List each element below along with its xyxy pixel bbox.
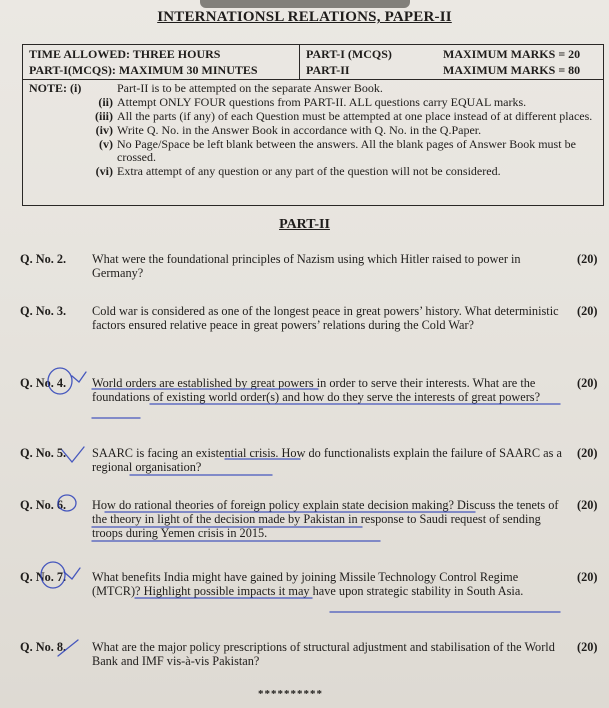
note-text: Attempt ONLY FOUR questions from PART-II. ALL questions carry EQUAL marks. — [117, 95, 527, 109]
note-item — [29, 96, 597, 109]
header-row-1 — [23, 47, 603, 63]
question-text: How do rational theories of foreign policy explain state decision making? Discuss the tenets of the theory in light of the decision made by Pakistan in response to Saudi request of sending troops during Yemen crisis in 2015. — [92, 498, 559, 540]
part2-max-marks: MAXIMUM MARKS = 80 — [443, 63, 581, 77]
note-item — [29, 165, 597, 178]
instructions — [29, 82, 597, 179]
question-number: Q. No. 2. — [20, 252, 67, 266]
tick-mark-q4 — [72, 372, 86, 382]
note-label: (iv) — [95, 123, 113, 137]
tick-mark-q7 — [64, 568, 80, 579]
question-text: What are the major policy prescriptions of structural adjustment and stabilisation of the World Bank and IMF vis-à-vis Pakistan? — [92, 640, 555, 668]
question-number: Q. No. 8. — [20, 640, 67, 654]
time-allowed: TIME ALLOWED: THREE HOURS — [29, 47, 221, 61]
part1-label: PART-I (MCQS) — [306, 47, 392, 61]
note-text: Part-II is to be attempted on the separate Answer Book. — [117, 81, 383, 95]
note-text: Extra attempt of any question or any part of the question will not be considered. — [117, 164, 501, 178]
top-banner-edge — [200, 0, 410, 8]
question-marks: (20) — [577, 570, 598, 584]
part1-max-marks: MAXIMUM MARKS = 20 — [443, 47, 581, 61]
note-item — [29, 138, 597, 164]
paper-title: INTERNATIONSL RELATIONS, PAPER-II — [157, 9, 452, 25]
part2-label: PART-II — [306, 63, 350, 77]
note-label: (v) — [99, 137, 113, 151]
note-label: (iii) — [95, 109, 113, 123]
mcq-time: PART-I(MCQS): MAXIMUM 30 MINUTES — [29, 63, 258, 77]
note-item — [29, 82, 597, 95]
question-text: World orders are established by great powers in order to serve their interests. What are the foundations of existing world order(s) and how do they serve the interests of great powers? — [92, 376, 541, 404]
question-text: SAARC is facing an existential crisis. How do functionalists explain the failure of SAARC as a regional organisation? — [92, 446, 562, 474]
exam-info-box — [22, 44, 604, 206]
note-label: (ii) — [98, 95, 113, 109]
note-item — [29, 124, 597, 137]
question-number: Q. No. 7. — [20, 570, 67, 584]
note-item — [29, 110, 597, 123]
end-marker: ********** — [258, 688, 323, 700]
question-number: Q. No. 5. — [20, 446, 67, 460]
question-marks: (20) — [577, 446, 598, 460]
question-marks: (20) — [577, 498, 598, 512]
question-marks: (20) — [577, 640, 598, 654]
question-number: Q. No. 6. — [20, 498, 67, 512]
question-marks: (20) — [577, 304, 598, 318]
note-label: (vi) — [95, 164, 113, 178]
note-text: All the parts (if any) of each Question must be attempted at one place instead of at different places. — [117, 109, 593, 123]
note-text: No Page/Space be left blank between the answers. All the blank pages of Answer Book must be crossed. — [117, 137, 576, 164]
question-number: Q. No. 4. — [20, 376, 67, 390]
question-text: What benefits India might have gained by joining Missile Technology Control Regime (MTCR)? Highlight possible impacts it may have upon strategic stability in South Asia. — [92, 570, 524, 598]
note-text: Write Q. No. in the Answer Book in accordance with Q. No. in the Q.Paper. — [117, 123, 482, 137]
header-row-2 — [23, 63, 603, 79]
question-text: Cold war is considered as one of the longest peace in great powers’ history. What deterministic factors ensured relative peace in great powers’ relations during the Cold War? — [92, 304, 559, 332]
question-marks: (20) — [577, 252, 598, 266]
question-marks: (20) — [577, 376, 598, 390]
question-text: What were the foundational principles of Nazism using which Hitler raised to power in Germany? — [92, 252, 521, 280]
question-number: Q. No. 3. — [20, 304, 67, 318]
part-heading: PART-II — [279, 217, 330, 232]
note-label: NOTE: (i) — [29, 81, 82, 95]
header-separator — [23, 79, 603, 80]
